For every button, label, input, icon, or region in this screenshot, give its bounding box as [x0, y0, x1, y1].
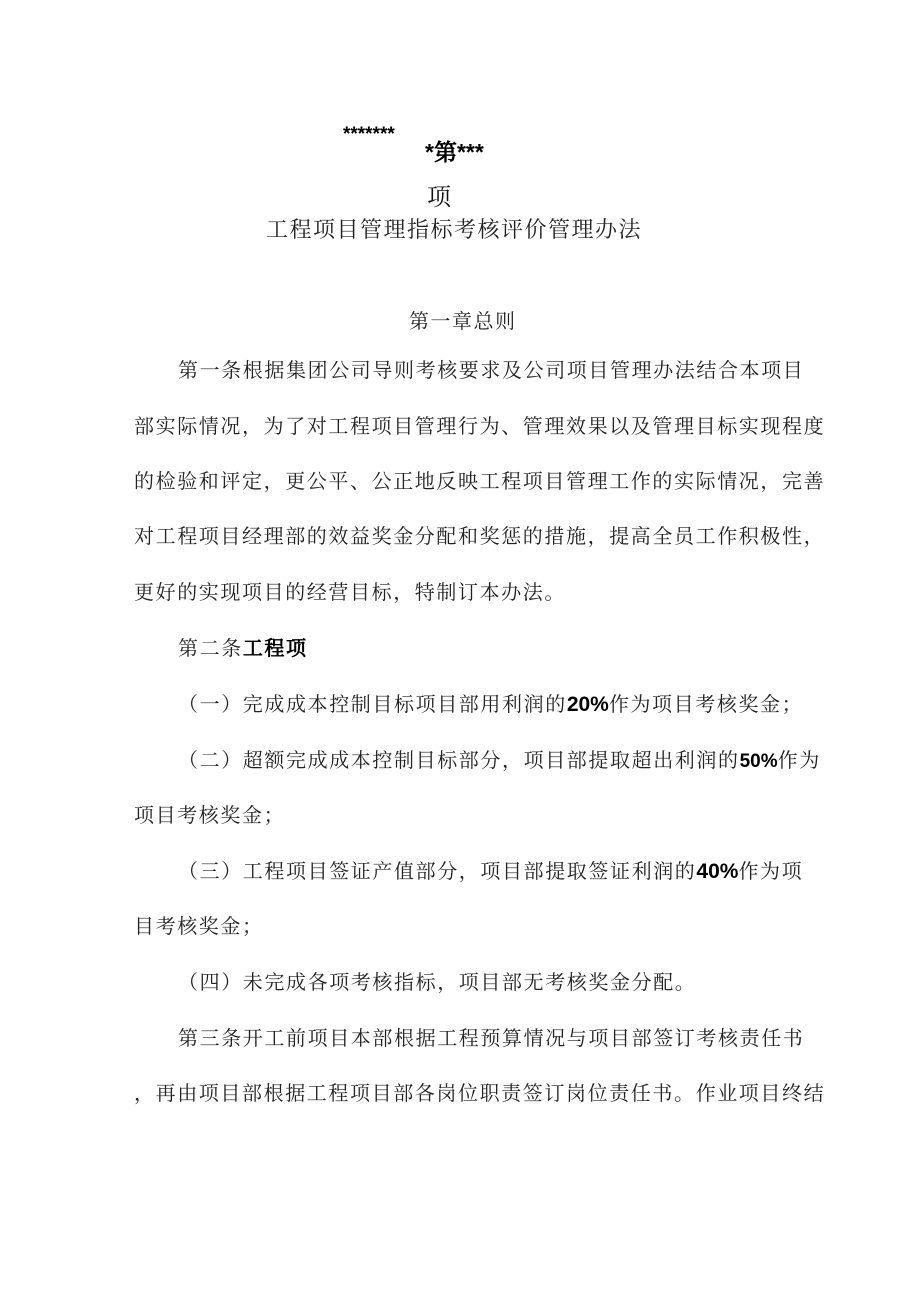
- article1-line-3: 的检验和评定，更公平、公正地反映工程项目管理工作的实际情况，完善: [134, 469, 826, 493]
- header-stars-right: *第***: [425, 139, 484, 165]
- item-percent: 20%: [566, 693, 609, 716]
- header-line2: 项: [427, 183, 451, 211]
- article2-item-2-cont: 项目考核奖金；: [134, 803, 286, 827]
- chapter-heading: 第一章总则: [409, 309, 517, 333]
- article1-line-4: 对工程项目经理部的效益奖金分配和奖惩的措施，提高全员工作积极性，: [134, 524, 826, 548]
- article2-item-3: [178, 859, 803, 884]
- article1-line-2: 部实际情况，为了对工程项目管理行为、管理效果以及管理目标实现程度: [134, 414, 826, 438]
- article2-heading: [178, 636, 308, 660]
- article2-item-4: （四）未完成各项考核指标，项目部无考核奖金分配。: [178, 970, 697, 994]
- document-title: 工程项目管理指标考核评价管理办法: [266, 218, 643, 243]
- article1-line-1: 第一条根据集团公司导则考核要求及公司项目管理办法结合本项目: [178, 358, 805, 382]
- header-stars-left: *******: [343, 124, 395, 145]
- item-text: 作为项: [738, 859, 804, 883]
- item-text: 作为: [777, 748, 821, 772]
- item-text: （三）工程项目签证产值部分，项目部提取签证利润的: [178, 859, 697, 883]
- article2-item-3-cont: 目考核奖金；: [134, 914, 264, 938]
- article2-label: 第二条: [178, 636, 243, 660]
- article1-line-5: 更好的实现项目的经营目标，特制订本办法。: [134, 580, 566, 604]
- article2-item-2: [178, 748, 821, 774]
- item-text: 作为项目考核奖金；: [608, 692, 804, 716]
- article2-label-bold: 工程项: [242, 636, 308, 660]
- article2-item-1: [178, 692, 803, 717]
- item-text: （二）超额完成成本控制目标部分，项目部提取超出利润的: [178, 748, 740, 772]
- article3-line-1: 第三条开工前项目本部根据工程预算情况与项目部签订考核责任书: [178, 1026, 805, 1050]
- item-percent: 40%: [696, 860, 739, 883]
- item-text: （一）完成成本控制目标项目部用利润的: [178, 692, 567, 716]
- article3-line-2: ，再由项目部根据工程项目部各岗位职责签订岗位责任书。作业项目终结: [134, 1081, 826, 1105]
- item-percent: 50%: [739, 751, 778, 772]
